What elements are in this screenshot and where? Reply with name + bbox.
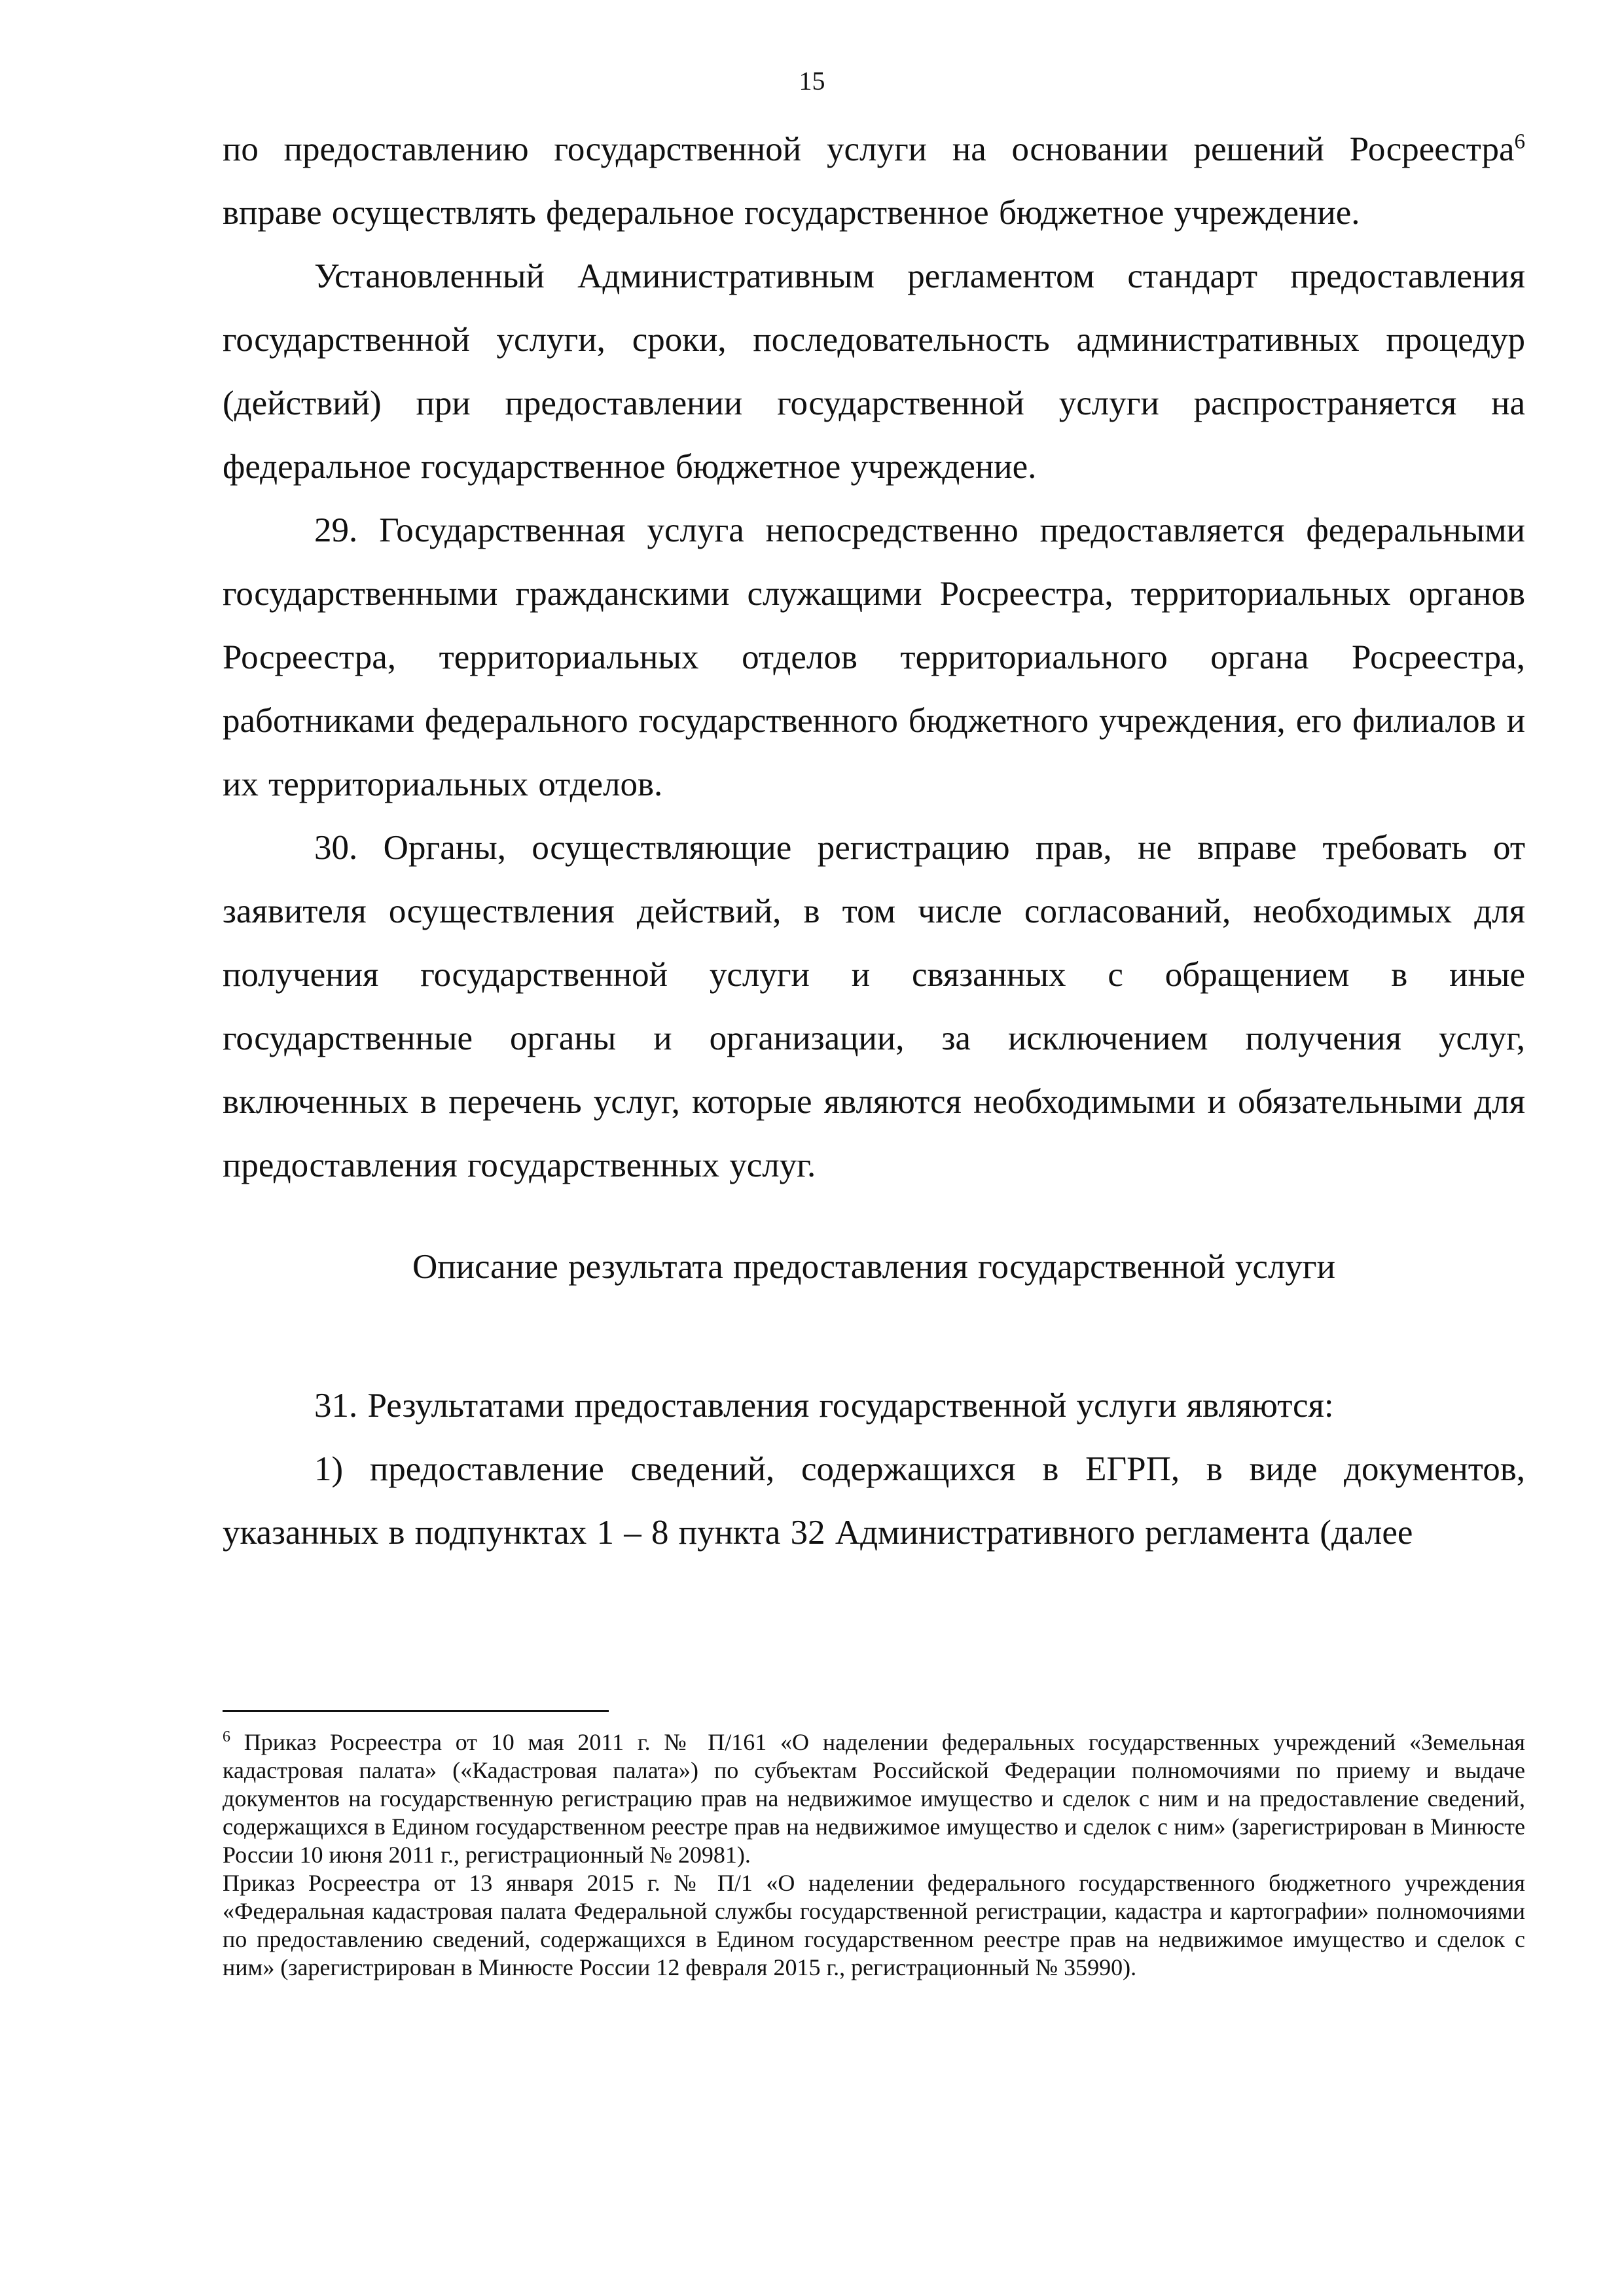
footnote-separator [223,1710,609,1712]
document-body [223,118,1525,1565]
paragraph-31: 31. Результатами предоставления государственной услуги являются: [314,1387,1334,1425]
paragraph-30: 30. Органы, осуществляющие регистрацию прав, не вправе требовать от заявителя осуществления действий, в том числе согласований, необходимых для получения государственной услуги и связанных с обращением в иные государственные органы и организации, за исключением получения услуг, включенных в перечень услуг, которые являются необходимыми и обязательными для предоставления государственных услуг. [223,829,1525,1184]
paragraph-31-item-1: 1) предоставление сведений, содержащихся в ЕГРП, в виде документов, указанных в подпунктах 1 – 8 пункта 32 Административного регламента (далее [223,1450,1525,1552]
footnotes [223,1728,1525,1982]
footnote-6-continuation: Приказ Росреестра от 13 января 2015 г. № П/1 «О наделении федерального государственного бюджетного учреждения «Федеральная кадастровая палата Федеральной службы государственной регистрации, кадастра и картографии» полномочиями по предоставлению сведений, содержащихся в Едином государственном реестре прав на недвижимое имущество и сделок с ним» (зарегистрирован в Минюсте России 12 февраля 2015 г., регистрационный № 35990). [223,1870,1525,1980]
section-heading: Описание результата предоставления государственной услуги [412,1248,1336,1286]
paragraph-29: 29. Государственная услуга непосредственно предоставляется федеральными государственными гражданскими служащими Росреестра, территориальных органов Росреестра, территориальных отделов территориального органа Росреестра, работниками федерального государственного бюджетного учреждения, его филиалов и их территориальных отделов. [223,511,1525,803]
paragraph-continuation-tail: вправе осуществлять федеральное государственное бюджетное учреждение. [223,194,1360,232]
paragraph-continuation-text: по предоставлению государственной услуги на основании решений Росреестра [223,130,1515,168]
footnote-6 [223,1728,1525,1869]
footnote-reference-6[interactable]: 6 [1514,130,1525,154]
paragraph-standard: Установленный Административным регламентом стандарт предоставления государственной услуги, сроки, последовательность административных процедур (действий) при предоставлении государственной услуги распространяется на федеральное государственное бюджетное учреждение. [223,257,1525,486]
footnote-mark-6: 6 [223,1728,230,1745]
footnote-6-text: Приказ Росреестра от 10 мая 2011 г. № П/161 «О наделении федеральных государственных учреждений «Земельная кадастровая палата» («Кадастровая палата») по субъектам Российской Федерации полномочиями по приему и выдаче документов на государственную регистрацию прав на недвижимое имущество и сделок с ним и на предоставление сведений, содержащихся в Едином государственном реестре прав на недвижимое имущество и сделок с ним» (зарегистрирован в Минюсте России 10 июня 2011 г., регистрационный № 20981). [223,1729,1525,1868]
page-number: 15 [799,66,825,96]
paragraph-continuation [223,118,1525,245]
